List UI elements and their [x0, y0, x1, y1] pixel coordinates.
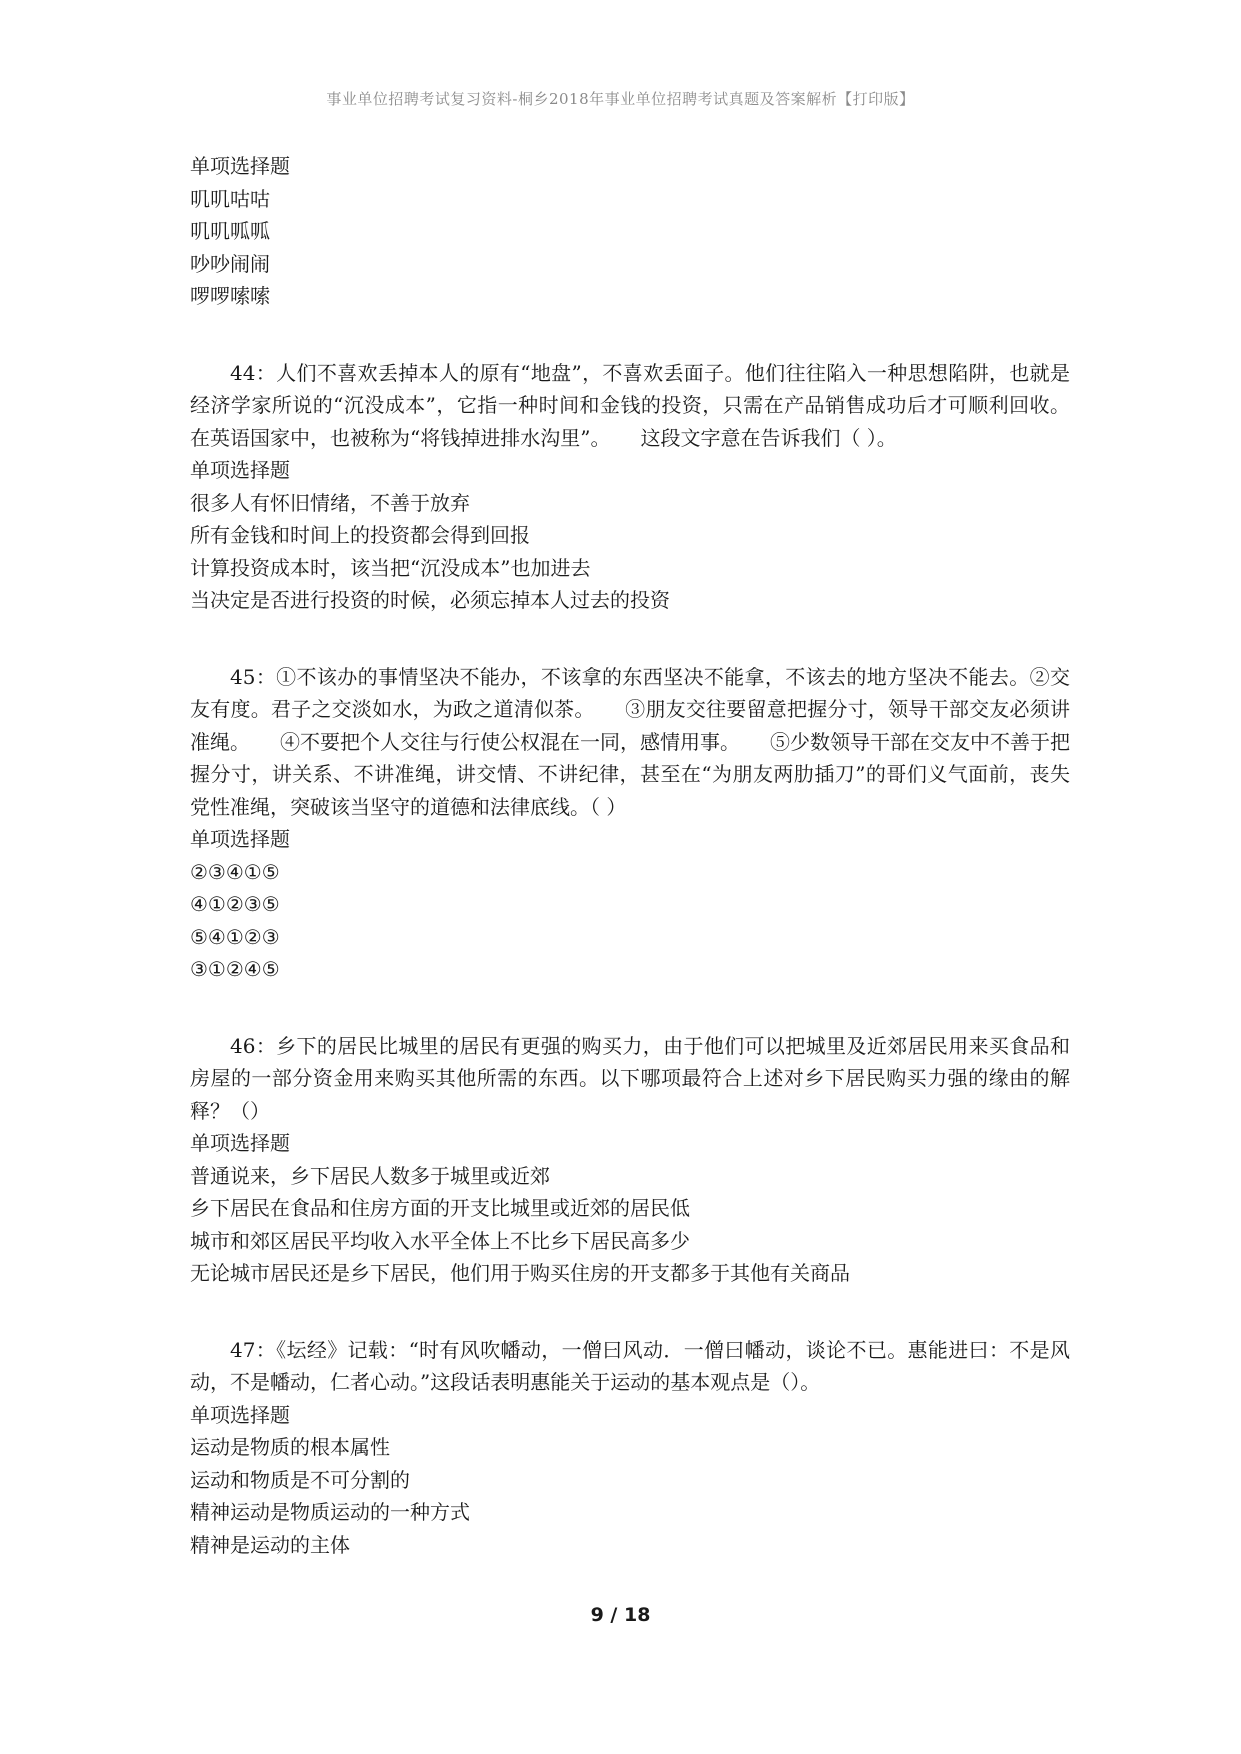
question-type: 单项选择题: [190, 154, 290, 178]
question-block-45: [190, 661, 1070, 986]
option-d: 无论城市居民还是乡下居民，他们用于购买住房的开支都多于其他有关商品: [190, 1261, 850, 1285]
option-b: 所有金钱和时间上的投资都会得到回报: [190, 523, 530, 547]
option-b: 叽叽呱呱: [190, 219, 270, 243]
option-d: 啰啰嗦嗦: [190, 284, 270, 308]
option-c: ⑤④①②③: [190, 924, 280, 949]
question-text: 46：乡下的居民比城里的居民有更强的购买力，由于他们可以把城里及近郊居民用来买食品和房屋的一部分资金用来购买其他所需的东西。以下哪项最符合上述对乡下居民购买力强的缘由的解释？（）: [190, 1033, 1070, 1123]
page-number: 9 / 18: [590, 1604, 651, 1626]
option-b: 乡下居民在食品和住房方面的开支比城里或近郊的居民低: [190, 1196, 690, 1220]
question-type: 单项选择题: [190, 827, 290, 851]
option-b: ④①②③⑤: [190, 892, 280, 916]
page-content: [190, 150, 1070, 1561]
option-a: 普通说来，乡下居民人数多于城里或近郊: [190, 1163, 550, 1188]
option-c: 精神运动是物质运动的一种方式: [190, 1500, 470, 1524]
spacer: [190, 986, 1070, 1030]
option-a: 叽叽咕咕: [190, 186, 270, 211]
spacer: [190, 1290, 1070, 1334]
option-c: 城市和郊区居民平均收入水平全体上不比乡下居民高多少: [190, 1228, 690, 1253]
question-block-47: [190, 1334, 1070, 1562]
question-type: 单项选择题: [190, 1402, 290, 1427]
question-text: 47：《坛经》记载：“时有风吹幡动，一僧曰风动．一僧曰幡动，谈论不已。惠能进曰：不是风动，不是幡动，仁者心动。”这段话表明惠能关于运动的基本观点是（）。: [190, 1337, 1070, 1394]
option-b: 运动和物质是不可分割的: [190, 1467, 410, 1492]
option-d: ③①②④⑤: [190, 957, 280, 981]
question-type: 单项选择题: [190, 458, 290, 482]
spacer: [190, 617, 1070, 661]
option-a: 很多人有怀旧情绪，不善于放弃: [190, 490, 470, 515]
question-block-46: [190, 1030, 1070, 1290]
question-block-44: [190, 357, 1070, 617]
option-a: ②③④①⑤: [190, 859, 280, 884]
question-text: 44：人们不喜欢丢掉本人的原有“地盘”，不喜欢丢面子。他们往往陷入一种思想陷阱，也就是经济学家所说的“沉没成本”，它指一种时间和金钱的投资，只需在产品销售成功后才可顺利回收。在英语国家中，也被称为“将钱掉进排水沟里”。 这段文字意在告诉我们（ ）。: [190, 360, 1070, 450]
option-d: 精神是运动的主体: [190, 1532, 350, 1557]
option-d: 当决定是否进行投资的时候，必须忘掉本人过去的投资: [190, 588, 670, 612]
spacer: [190, 313, 1070, 357]
question-text: 45：①不该办的事情坚决不能办，不该拿的东西坚决不能拿，不该去的地方坚决不能去。②交友有度。君子之交淡如水，为政之道清似茶。 ③朋友交往要留意把握分寸，领导干部交友必须讲准绳。 ④不要把个人交往与行使公权混在一同，感情用事。 ⑤少数领导干部在交友中不善于把握分寸，讲关系、不讲准绳，讲交情、不讲纪律，甚至在“为朋友两肋插刀”的哥们义气面前，丧失党性准绳，突破该当坚守的道德和法律底线。（ ）: [190, 664, 1070, 819]
question-type: 单项选择题: [190, 1131, 290, 1155]
option-a: 运动是物质的根本属性: [190, 1435, 390, 1459]
page-header: 事业单位招聘考试复习资料-桐乡2018年事业单位招聘考试真题及答案解析【打印版】: [326, 90, 915, 108]
question-block-43-tail: [190, 150, 1070, 313]
option-c: 计算投资成本时，该当把“沉没成本”也加进去: [190, 555, 591, 580]
option-c: 吵吵闹闹: [190, 251, 270, 276]
